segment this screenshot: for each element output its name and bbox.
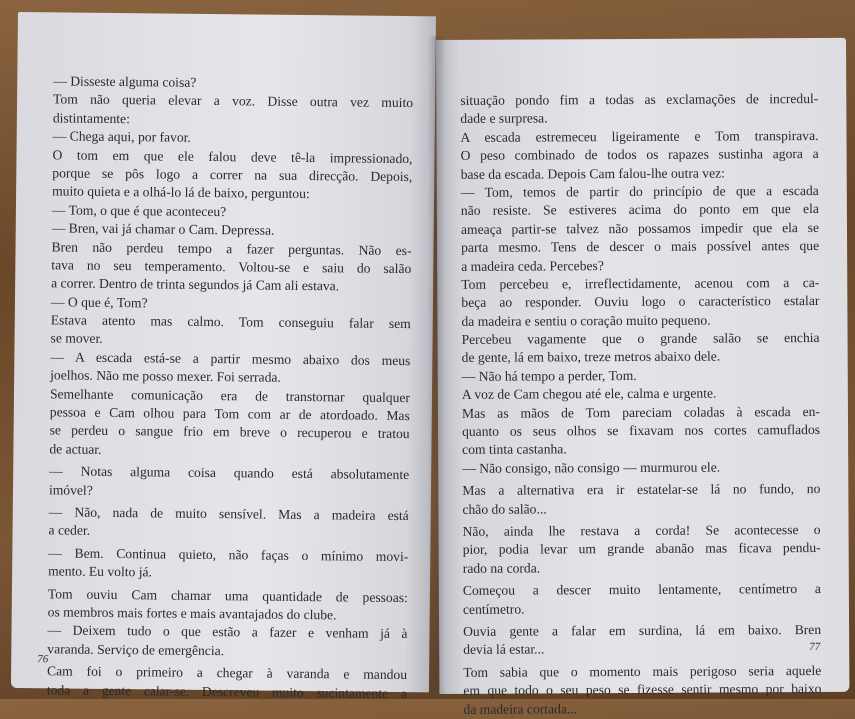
text-line: se perdeu o sangue frio em breve o recuperou e tratou [49,422,410,442]
text-line: Começou a descer muito lentamente, centímetro a [462,581,821,599]
left-page-number: 76 [37,653,49,666]
text-line: parta mesmo. Tens de descer o mais possível antes que [461,238,820,255]
book-gutter [428,36,446,696]
text-line: a ceder. [48,522,91,539]
text-line: Mas as mãos de Tom pareciam coladas à escada en- [461,403,820,421]
text-line: em que todo o seu peso se fizesse sentir mesmo por baixo [463,681,822,698]
text-line: O peso combinado de todos os rapazes sustinha agora a [460,146,819,164]
text-line: pior, podia levar um grande abanão mas ficava pendu- [462,540,821,558]
text-line: varanda. Serviço de emergência. [47,641,225,658]
text-line: porque se pôs logo a correr na sua direcção. Depois, [52,165,413,185]
text-line: dade e surpresa. [460,110,548,127]
text-line: da madeira e sentiu o coração muito pequeno. [461,312,711,329]
text-line: beça ao responder. Ouviu logo o característico estalar [461,293,820,311]
text-line: Mas a alternativa era ir estatelar-se lá no fundo, no [462,481,821,499]
text-line: a correr. Dentro de trinta segundos já Cam ali estava. [51,275,340,294]
text-line: da madeira cortada... [463,700,578,717]
text-line: A escada estremeceu ligeiramente e Tom transpirava. [460,127,819,145]
text-line: Percebeu vagamente que o grande salão se enchia [461,330,820,347]
text-line: Semelhante comunicação era de transtornar qualquer [49,385,411,405]
text-line: tava no seu temperamento. Voltou-se e saiu do salão [51,257,412,277]
text-line: — Não consigo, não consigo — murmurou ele. [462,459,721,476]
left-page [11,12,436,701]
text-line: Ouvia gente a falar em surdina, lá em baixo. Bren [463,621,822,639]
text-line: Tom não queria elevar a voz. Disse outra vez muito [53,91,414,111]
text-line: — Chega aqui, por favor. [52,128,191,145]
text-line: — Bem. Continua quieto, não faças o mínimo movi- [48,545,409,564]
text-line: mento. Eu volto já. [48,563,153,580]
right-page-text [460,90,821,719]
text-line: pessoa e Cam olhou para Tom com ar de atordoado. Mas [49,404,410,424]
text-line: Tom sabia que o momento mais perigoso seria aquele [463,662,822,680]
open-book [18,12,846,717]
text-line: rado na corda. [462,560,541,576]
text-line: de actuar. [49,441,102,457]
text-line: distintamente: [52,110,131,126]
text-line: — Não há tempo a perder, Tom. [461,367,637,384]
text-line: Tom percebeu e, irreflectidamente, acenou com a ca- [461,274,820,292]
text-line: se mover. [50,330,103,347]
text-line: ameaça partir-se talvez não possamos impedir que ela se [460,219,820,237]
text-line: — A escada está-se a partir mesmo abaixo dos meus [50,349,411,368]
text-line: a madeira ceda. Percebes? [461,257,604,274]
text-line: não resiste. Se estiveres acima do ponto em que ela [460,201,819,219]
text-line: — Disseste alguma coisa? [53,73,197,90]
text-line: — Tom, temos de partir do princípio de que a escada [460,182,819,200]
text-line: os membros mais fortes e mais avantajados do clube. [47,604,337,623]
text-line: muito quieta e a olhá-lo lá de baixo, perguntou: [52,183,310,202]
text-line: A voz de Cam chegou até ele, calma e urgente. [461,385,717,403]
text-line: — Tom, o que é que aconteceu? [51,202,227,219]
text-line: — O que é, Tom? [50,294,148,311]
text-line: — Bren, vai já chamar o Cam. Depressa. [51,220,275,238]
text-line: de gente, lá em baixo, treze metros abaixo dele. [461,348,721,366]
text-line: com tinta castanha. [462,441,567,458]
text-line: quanto os seus olhos se fixavam nos cortes camuflados [462,422,821,439]
text-line: Cam foi o primeiro a chegar à varanda e mandou [47,663,408,683]
right-page-number: 77 [809,640,821,654]
text-line: devia lá estar... [463,641,545,658]
text-line: chão do salão... [462,501,547,517]
text-line: imóvel? [48,481,93,498]
text-line: Não, ainda lhe restava a corda! Se acontecesse o [462,521,821,539]
text-line: joelhos. Não me posso mexer. Foi serrada. [50,367,281,386]
left-page-text [47,72,414,703]
text-line: O tom em que ele falou deve tê-la impressionado, [52,146,413,166]
text-line: — Deixem tudo o que estão a fazer e venham já à [47,622,408,642]
text-line: Estava atento mas calmo. Tom conseguiu falar sem [50,312,411,332]
text-line: toda a gente calar-se. Descreveu muito sucintamente a [46,681,407,701]
text-line: — Não, nada de muito sensível. Mas a madeira está [48,504,409,524]
text-line: centímetro. [462,601,525,617]
text-line: base da escada. Depois Cam falou-lhe outra vez: [460,165,725,182]
text-line: situação pondo fim a todas as exclamações de incredul- [460,90,819,108]
text-line: — Notas alguma coisa quando está absolutamente [49,463,410,483]
text-line: Bren não perdeu tempo a fazer perguntas. Não es- [51,238,412,258]
text-line: Tom ouviu Cam chamar uma quantidade de pessoas: [47,585,408,605]
right-page [436,38,849,717]
